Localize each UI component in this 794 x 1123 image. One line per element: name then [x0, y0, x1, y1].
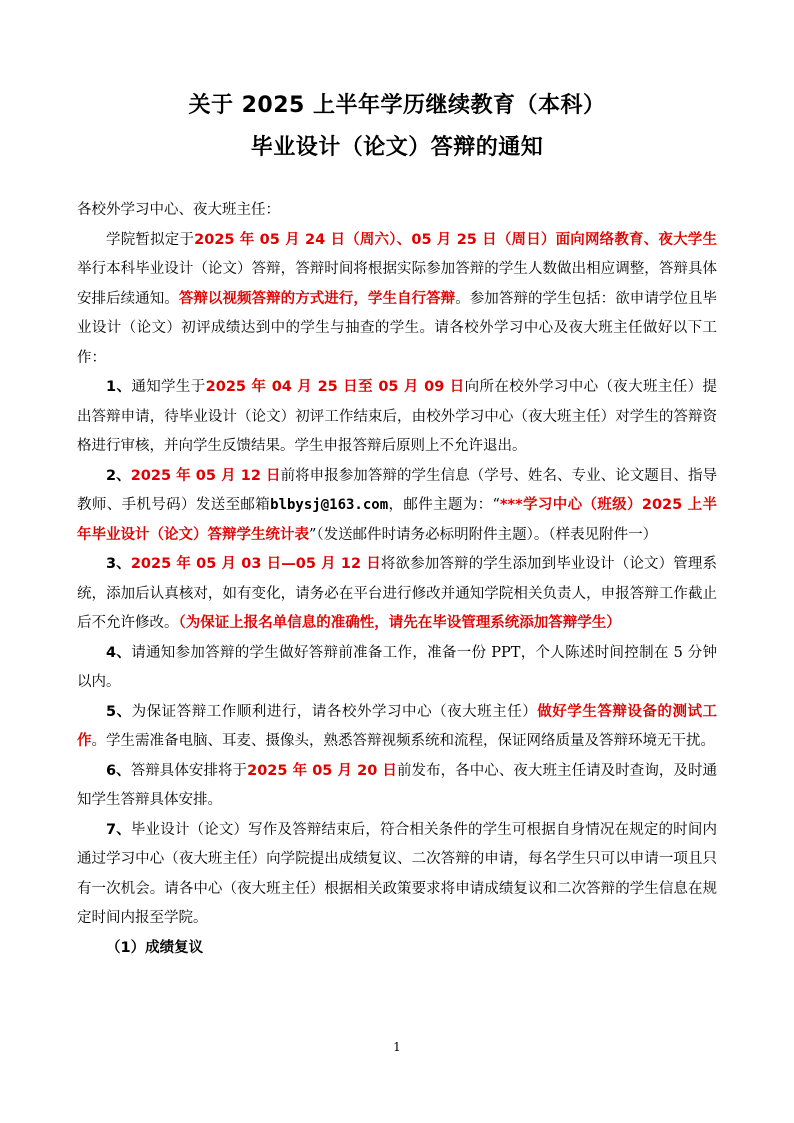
item-7	[77, 816, 717, 934]
item-6-text-1: 答辩具体安排将于	[130, 762, 248, 779]
item-2-text-1: 前将申报参加答辩的学生信息（学号、姓名、专业、论文题目、指导教师、手机号码）发送至邮箱	[77, 467, 718, 513]
item-5-text-2: 。学生需准备电脑、耳麦、摄像头，熟悉答辩视频系统和流程，保证网络质量及答辩环境无干扰。	[91, 733, 715, 749]
item-5	[77, 698, 717, 757]
document-title-line-2: 毕业设计（论文）答辩的通知	[250, 135, 544, 160]
item-2-text-2: ，邮件主题为：“	[388, 497, 500, 513]
item-3-date-highlight: 2025 年 05 月 03 日—05 月 12 日	[130, 556, 381, 572]
item-3	[77, 550, 717, 639]
page-number: 1	[393, 1040, 401, 1054]
item-1-text-2: 向所在校外学习中心（夜大班主任）提出答辩申请，待毕业设计（论文）初评工作结束后，由校外学习中心（夜大班主任）对学生的答辩资格进行审核，并向学生反馈结果。学生申报答辩后原则上不允许退出。	[77, 379, 718, 454]
item-4-text-1: 请通知参加答辩的学生做好答辩前准备工作，准备一份 PPT，个人陈述时间控制在 5 分钟以内。	[77, 644, 717, 690]
email-address: blbysj@163.com	[270, 497, 389, 513]
item-6	[77, 757, 717, 816]
item-1-date-highlight: 2025 年 04 月 25 日至 05 月 09 日	[205, 379, 465, 395]
intro-paragraph	[77, 226, 717, 374]
item-2-number: 2、	[106, 467, 131, 484]
document-title-line-1: 关于 2025 上半年学历继续教育（本科）	[188, 93, 606, 118]
item-3-note-highlight: （为保证上报名单信息的准确性，请先在毕设管理系统添加答辩学生）	[178, 615, 621, 631]
item-5-text-1: 为保证答辩工作顺利进行，请各校外学习中心（夜大班主任）	[131, 703, 538, 720]
item-1-number: 1、	[106, 379, 132, 395]
item-1-text-1: 通知学生于	[131, 379, 206, 395]
item-2-text-3: ”（发送邮件时请务必标明附件主题）。（样表见附件一）	[309, 526, 658, 543]
item-1	[77, 373, 717, 462]
intro-text-1: 学院暂拟定于	[106, 231, 195, 248]
item-5-test-highlight: 做好学生答辩设备的测试工作	[77, 703, 717, 749]
item-7-text-1: 毕业设计（论文）写作及答辩结束后，符合相关条件的学生可根据自身情况在规定的时间内通过学习中心（夜大班主任）向学院提出成绩复议、二次答辩的申请，每名学生只可以申请一项且只有一次机会。请各中心（夜大班主任）根据相关政策要求将申请成绩复议和二次答辩的学生信息在规定时间内报至学院。	[77, 821, 717, 926]
item-6-number: 6、	[106, 762, 131, 779]
item-6-text-2: 前发布，各中心、夜大班主任请及时查询，及时通知学生答辩具体安排。	[77, 762, 718, 808]
item-2-date-highlight: 2025 年 05 月 12 日	[130, 467, 281, 484]
item-2	[77, 462, 717, 551]
item-3-text-1: 将欲参加答辩的学生添加到毕业设计（论文）管理系统，添加后认真核对，如有变化，请务必在平台进行修改并通知学院相关负责人，申报答辩工作截止后不允许修改。	[77, 556, 717, 631]
intro-mode-highlight: 答辩以视频答辩的方式进行，学生自行答辩	[178, 290, 456, 307]
item-6-date-highlight: 2025 年 05 月 20 日	[247, 762, 397, 779]
item-4	[77, 639, 717, 698]
salutation: 各校外学习中心、夜大班主任：	[77, 202, 280, 218]
intro-date-highlight: 2025 年 05 月 24 日（周六）、05 月 25 日（周日）面向网络教育、夜大学生	[194, 231, 718, 248]
item-3-number: 3、	[106, 556, 131, 572]
intro-text-3: 。参加答辩的学生包括：欲申请学位且毕业设计（论文）初评成绩达到中的学生与抽查的学生。请各校外学习中心及夜大班主任做好以下工作：	[77, 290, 718, 366]
item-4-number: 4、	[106, 644, 132, 661]
sub-heading-grade-review: （1）成绩复议	[106, 939, 204, 956]
document-body	[77, 196, 717, 963]
item-7-number: 7、	[106, 821, 131, 838]
item-2-subject-highlight: ***学习中心（班级）2025 上半年毕业设计（论文）答辩学生统计表	[77, 497, 717, 543]
item-5-number: 5、	[106, 703, 132, 720]
intro-text-2: 举行本科毕业设计（论文）答辩，答辩时间将根据实际参加答辩的学生人数做出相应调整，答辩具体安排后续通知。	[77, 261, 717, 307]
